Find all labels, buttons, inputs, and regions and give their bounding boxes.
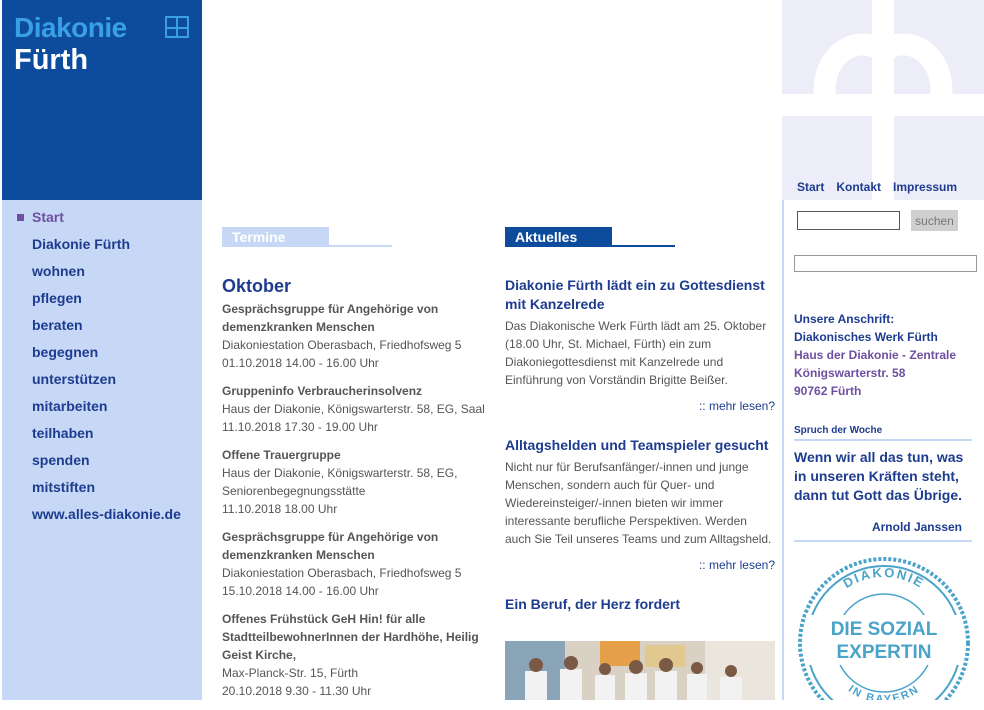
nav-item-label: Diakonie Fürth bbox=[32, 236, 131, 252]
address-line: Königswarterstr. 58 bbox=[794, 366, 906, 380]
nav-list bbox=[2, 200, 202, 532]
news-item bbox=[505, 276, 775, 414]
stamp-line1: DIE SOZIAL bbox=[830, 619, 938, 640]
nav-item-label: www.alles-diakonie.de bbox=[32, 506, 181, 522]
address-line: Haus der Diakonie - Zentrale bbox=[794, 348, 957, 362]
nav-item-label: mitarbeiten bbox=[32, 398, 108, 414]
nav-item-label: unterstützen bbox=[32, 371, 116, 387]
event-title[interactable]: Gruppeninfo Verbraucherinsolvenz bbox=[222, 384, 423, 398]
nav-item-label: Start bbox=[32, 209, 64, 225]
event-detail: 11.10.2018 18.00 Uhr bbox=[222, 502, 338, 516]
stamp-bottom-text: IN BAYERN bbox=[846, 683, 922, 700]
event-title[interactable]: Gesprächsgruppe für Angehörige von demenzkranken Menschen bbox=[222, 302, 439, 334]
nav-item[interactable] bbox=[2, 370, 202, 397]
termine-header bbox=[222, 227, 392, 247]
diakonie-emblem-icon bbox=[782, 0, 984, 200]
event-title[interactable]: Offene Trauergruppe bbox=[222, 448, 341, 462]
news-title[interactable]: Ein Beruf, der Herz fordert bbox=[505, 596, 681, 612]
nav-item[interactable] bbox=[2, 262, 202, 289]
top-navigation bbox=[797, 180, 957, 194]
event-detail: Diakoniestation Oberasbach, Friedhofsweg 5 bbox=[222, 566, 462, 580]
events-container bbox=[222, 300, 492, 700]
spruch-author: Arnold Janssen bbox=[871, 520, 962, 534]
secondary-input[interactable] bbox=[794, 255, 977, 272]
logo-line1: Diakonie bbox=[14, 12, 127, 43]
nav-item-label: beraten bbox=[32, 317, 83, 333]
event-detail: 15.10.2018 14.00 - 16.00 Uhr bbox=[222, 584, 379, 598]
event-title[interactable]: Gesprächsgruppe für Angehörige von demenzkranken Menschen bbox=[222, 530, 439, 562]
nav-item[interactable] bbox=[2, 316, 202, 343]
spruch-text: Wenn wir all das tun, was in unseren Kräften steht, dann tut Gott das Übrige. bbox=[794, 449, 964, 503]
read-more-link[interactable]: :: mehr lesen? bbox=[698, 399, 775, 413]
diakonie-logo[interactable] bbox=[2, 0, 202, 200]
cross-icon bbox=[165, 16, 189, 38]
news-photo[interactable] bbox=[505, 641, 775, 700]
news-teaser: Das Diakonische Werk Fürth lädt am 25. Oktober (18.00 Uhr, St. Michael, Fürth) ein zum Diakoniegottesdienst mit Kanzelrede und Einführung von Vorständin Brigitte Beißer. bbox=[505, 319, 767, 387]
spruch-heading: Spruch der Woche bbox=[794, 425, 972, 441]
event-item bbox=[222, 382, 492, 436]
topnav-kontakt[interactable]: Kontakt bbox=[836, 180, 882, 194]
search-button[interactable]: suchen bbox=[911, 210, 958, 231]
address-org: Diakonisches Werk Fürth bbox=[794, 330, 938, 344]
team-photo-icon bbox=[505, 641, 775, 700]
event-item bbox=[222, 300, 492, 372]
event-detail: Diakoniestation Oberasbach, Friedhofsweg 5 bbox=[222, 338, 462, 352]
nav-item-label: mitstiften bbox=[32, 479, 95, 495]
nav-item-label: spenden bbox=[32, 452, 90, 468]
header-emblem bbox=[782, 0, 984, 200]
nav-item[interactable] bbox=[2, 505, 202, 532]
news-item bbox=[505, 436, 775, 573]
nav-item-label: pflegen bbox=[32, 290, 82, 306]
nav-item[interactable] bbox=[2, 478, 202, 505]
event-detail: 01.10.2018 14.00 - 16.00 Uhr bbox=[222, 356, 379, 370]
sozial-expertin-stamp[interactable] bbox=[796, 553, 972, 705]
logo-line2: Fürth bbox=[14, 44, 89, 76]
event-detail: Haus der Diakonie, Königswarterstr. 58, EG, Seniorenbegegnungsstätte bbox=[222, 466, 458, 498]
aktuelles-header-label: Aktuelles bbox=[515, 229, 578, 245]
nav-item[interactable] bbox=[2, 208, 202, 235]
news-title[interactable]: Diakonie Fürth lädt ein zu Gottesdienst mit Kanzelrede bbox=[505, 277, 765, 312]
nav-item-label: wohnen bbox=[32, 263, 85, 279]
address-block bbox=[794, 310, 956, 400]
aktuelles-list bbox=[505, 276, 775, 636]
nav-item[interactable] bbox=[2, 343, 202, 370]
main-navigation bbox=[2, 200, 202, 700]
nav-item-label: teilhaben bbox=[32, 425, 94, 441]
event-detail: Max-Planck-Str. 15, Fürth bbox=[222, 666, 359, 680]
termine-header-label: Termine bbox=[232, 229, 286, 245]
month-heading: Oktober bbox=[222, 276, 292, 296]
news-title[interactable]: Alltagshelden und Teamspieler gesucht bbox=[505, 437, 769, 453]
event-item bbox=[222, 610, 492, 700]
read-more-link[interactable]: :: mehr lesen? bbox=[698, 558, 775, 572]
nav-item[interactable] bbox=[2, 235, 202, 262]
termine-list bbox=[222, 276, 492, 710]
stamp-line2: EXPERTIN bbox=[836, 642, 932, 663]
event-detail: 20.10.2018 9.30 - 11.30 Uhr bbox=[222, 684, 372, 698]
topnav-start[interactable]: Start bbox=[797, 180, 825, 194]
stamp-top-text: DIAKONIE bbox=[840, 564, 928, 592]
address-heading: Unsere Anschrift: bbox=[794, 312, 895, 326]
divider bbox=[794, 540, 972, 542]
nav-item-label: begegnen bbox=[32, 344, 99, 360]
news-item bbox=[505, 595, 775, 614]
event-item bbox=[222, 446, 492, 518]
nav-item[interactable] bbox=[2, 424, 202, 451]
address-line: 90762 Fürth bbox=[794, 384, 862, 398]
event-detail: 11.10.2018 17.30 - 19.00 Uhr bbox=[222, 420, 378, 434]
nav-item[interactable] bbox=[2, 397, 202, 424]
stamp-icon bbox=[796, 553, 972, 700]
nav-item[interactable] bbox=[2, 451, 202, 478]
svg-text:DIAKONIE bbox=[840, 565, 927, 591]
nav-item[interactable] bbox=[2, 289, 202, 316]
news-teaser: Nicht nur für Berufsanfänger/-innen und junge Menschen, sondern auch für Quer- und Wiedereinsteiger/-innen bieten wir immer interessante berufliche Perspektiven. Werden auch Sie Teil unseres Teams und zum Alltagsheld. bbox=[505, 460, 772, 546]
event-title[interactable]: Offenes Frühstück GeH Hin! für alle StadtteilbewohnerInnen der Hardhöhe, Heilig Geist Kirche, bbox=[222, 612, 479, 662]
event-item bbox=[222, 528, 492, 600]
event-detail: Haus der Diakonie, Königswarterstr. 58, EG, Saal bbox=[222, 402, 485, 416]
aktuelles-header bbox=[505, 227, 675, 247]
topnav-impressum[interactable]: Impressum bbox=[893, 180, 958, 194]
search-input[interactable] bbox=[797, 211, 900, 230]
